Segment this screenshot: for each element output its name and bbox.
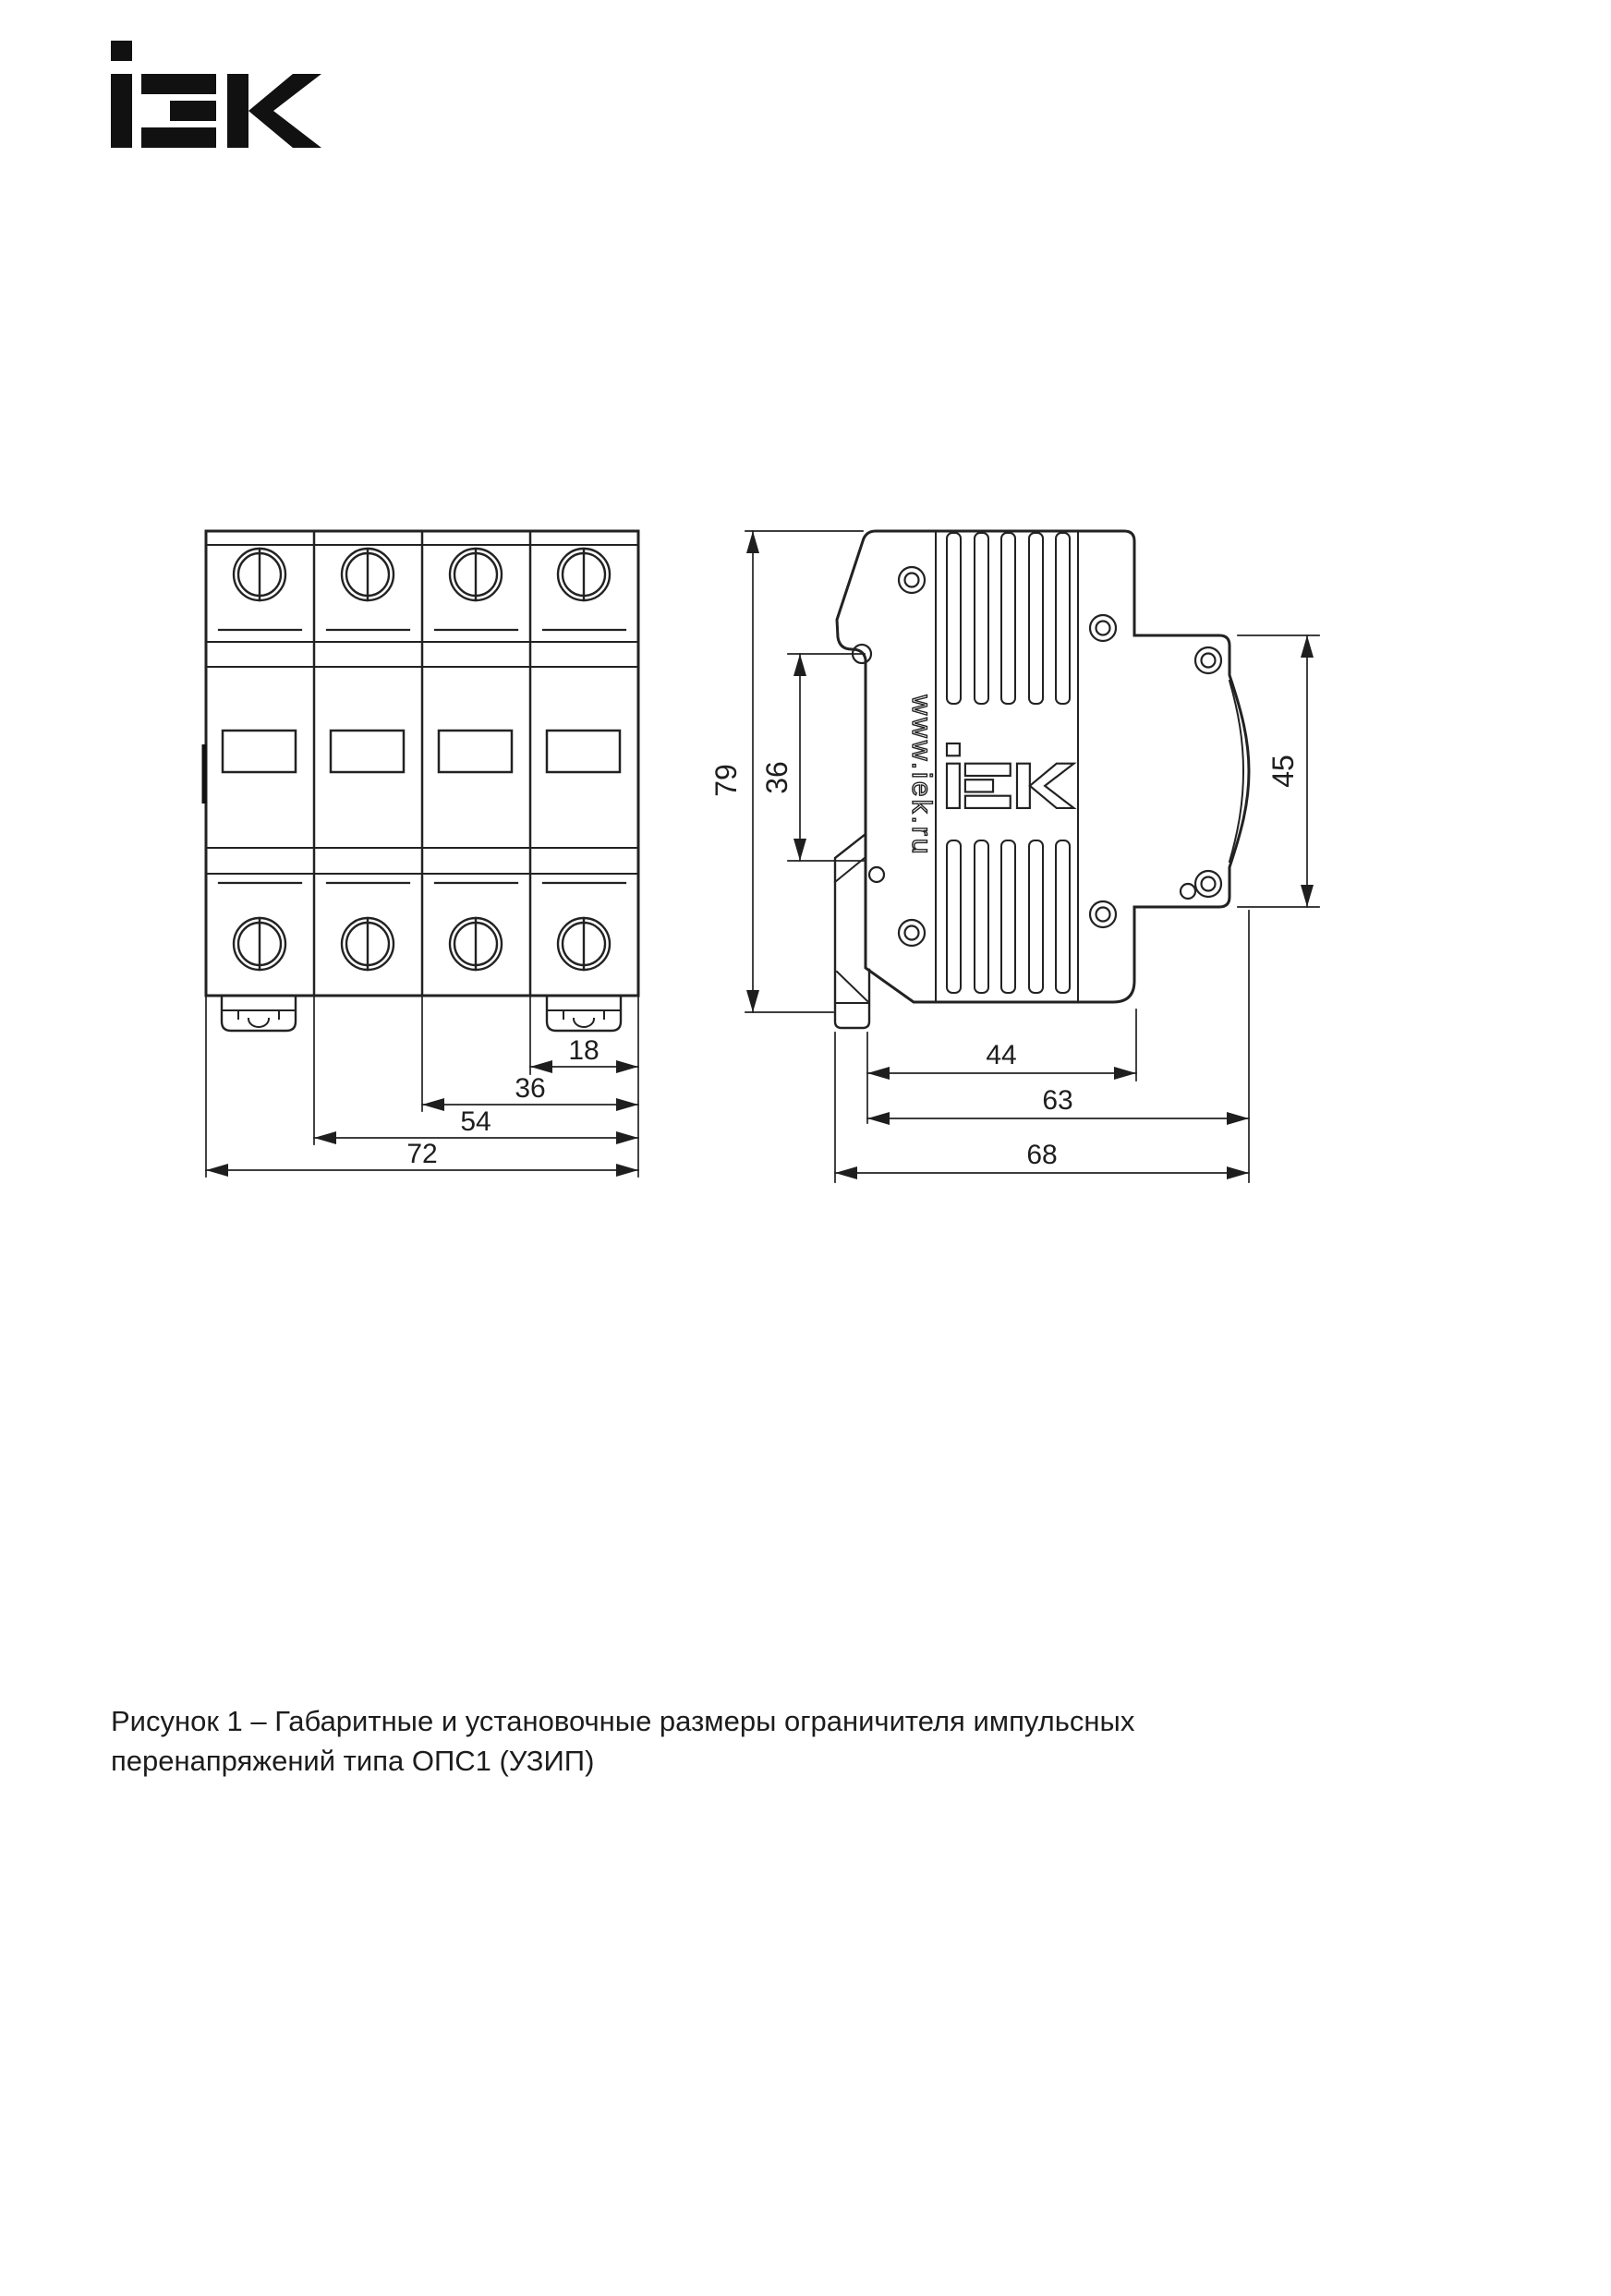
logo-e-mid xyxy=(170,101,216,121)
dim-rail-slot: 36 xyxy=(760,761,793,794)
front-view xyxy=(202,531,639,1177)
dim-height-total: 79 xyxy=(709,764,743,797)
figure-caption-line1: Рисунок 1 – Габаритные и установочные размеры ограничителя импульсных xyxy=(111,1705,1135,1737)
molded-iek-logo xyxy=(947,743,1073,808)
logo-i-dot xyxy=(111,41,132,61)
logo-e-top xyxy=(141,74,216,94)
dim-width-2modules: 36 xyxy=(515,1073,546,1104)
iek-logo xyxy=(111,41,321,148)
din-clip-left xyxy=(222,996,296,1031)
dim-width-1module: 18 xyxy=(568,1035,600,1066)
molded-url-text: www.iek.ru xyxy=(906,695,937,857)
logo-k-stem xyxy=(227,74,248,148)
logo-e-bottom xyxy=(141,127,216,148)
side-view xyxy=(745,531,1319,1182)
din-clip-right xyxy=(547,996,621,1031)
figure-caption xyxy=(111,1701,1312,1781)
dim-depth-with-face: 63 xyxy=(1042,1085,1073,1116)
dim-depth-body: 44 xyxy=(986,1040,1017,1070)
dim-front-face: 45 xyxy=(1266,755,1300,788)
dim-depth-total: 68 xyxy=(1026,1140,1058,1170)
figure-caption-line2: перенапряжений типа ОПС1 (УЗИП) xyxy=(111,1745,595,1777)
vent-slots-top xyxy=(947,533,1070,704)
dim-width-3modules: 54 xyxy=(460,1106,491,1137)
vent-slots-bottom xyxy=(947,840,1070,993)
logo-k-arms xyxy=(248,74,321,148)
dim-width-total: 72 xyxy=(406,1139,438,1169)
din-rail-latch xyxy=(835,834,869,1028)
logo-i-stem xyxy=(111,74,132,148)
side-latch-mark xyxy=(202,744,207,804)
